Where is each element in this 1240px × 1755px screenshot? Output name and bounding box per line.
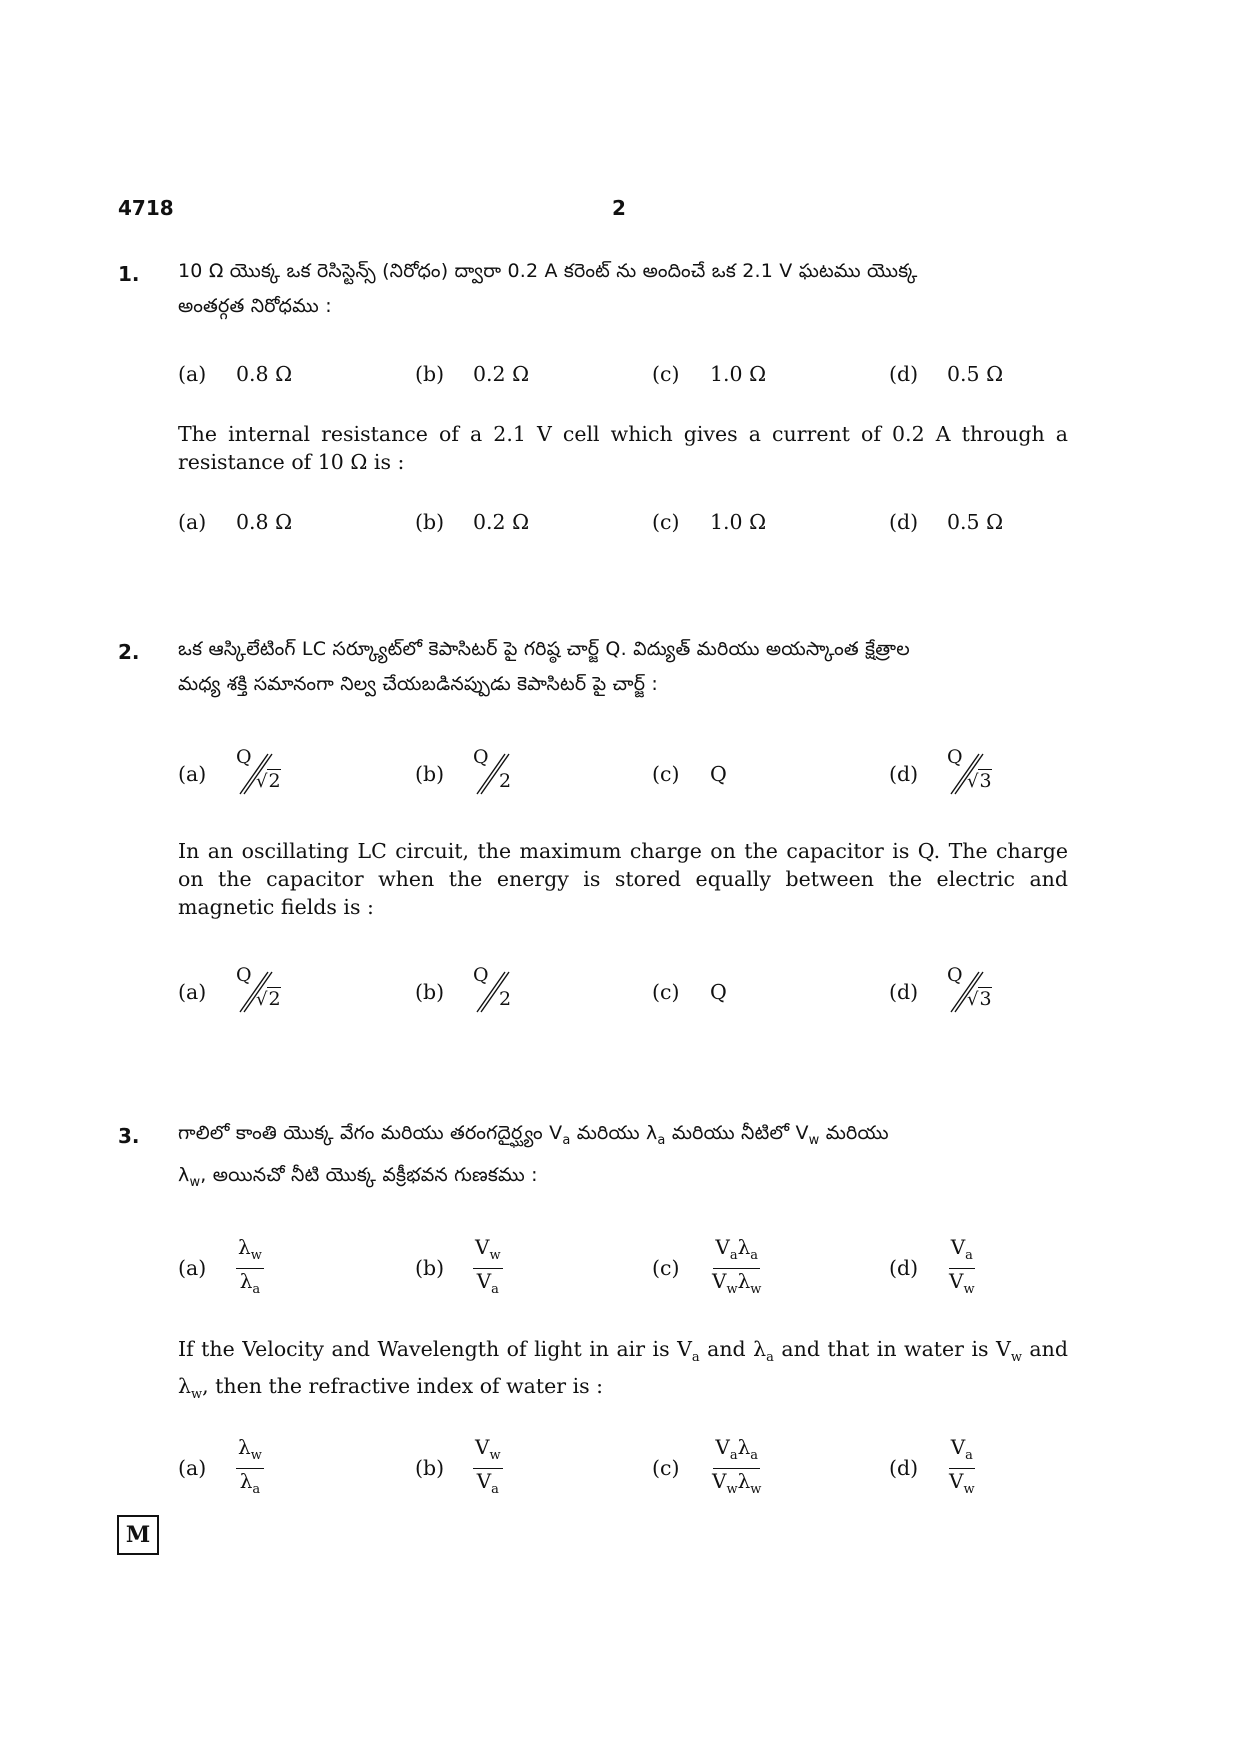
option-b[interactable]: (b) $\frac{V_w}{V_a}$ <box>415 1438 503 1498</box>
option-a[interactable]: (a) Q √2 <box>178 962 294 1022</box>
paper-code: 4718 <box>118 196 174 220</box>
fraction-q-over-root-3: Q √3 <box>947 746 1005 802</box>
medium-mark-box: M <box>117 1515 159 1555</box>
fraction-lambda-w-over-lambda-a: $\frac{\lambda_w}{\lambda_a}$ <box>238 1434 262 1497</box>
fraction-va-lambda-a-over-vw-lambda-w: $\frac{V_a\lambda_a}{V_w\lambda_w}$ <box>712 1434 762 1497</box>
option-c[interactable]: (c) 1.0 Ω <box>652 510 767 534</box>
option-d[interactable]: (d) Q √3 <box>889 744 1005 804</box>
question-1-telugu-line-1: 10 Ω యొక్క ఒక రెసిస్టెన్స్ (నిరోధం) ద్వారా 0.2 A కరెంట్ ను అందించే ఒక 2.1 V ఘటము యొక్క <box>178 260 918 282</box>
option-d[interactable]: (d) 0.5 Ω <box>889 510 1004 534</box>
option-d[interactable]: (d) Q √3 <box>889 962 1005 1022</box>
option-a[interactable]: (a) $\frac{\lambda_w}{\lambda_a}$ <box>178 1238 264 1298</box>
fraction-vw-over-va: $\frac{V_w}{V_a}$ <box>475 1434 501 1497</box>
question-2-english: In an oscillating LC circuit, the maximum charge on the capacitor is Q. The charge on the capacitor when the energy is stored equally between the electric and magnetic fields is : <box>178 839 1068 919</box>
option-b[interactable]: (b) Q 2 <box>415 962 531 1022</box>
question-3-english: If the Velocity and Wavelength of light in air is $V_a$ and $\lambda_a$ and that in water is $V_w$ and $\lambda_w$, then the refractive index of water is : <box>178 1337 1068 1402</box>
fraction-va-lambda-a-over-vw-lambda-w: $\frac{V_a\lambda_a}{V_w\lambda_w}$ <box>712 1234 762 1297</box>
fraction-va-over-vw: $\frac{V_a}{V_w}$ <box>949 1234 975 1297</box>
fraction-q-over-root-2: Q √2 <box>236 964 294 1020</box>
question-2-telugu-line-1: ఒక ఆస్కిలేటింగ్ LC సర్క్యూట్‌లో కెపాసిటర్ పై గరిష్ఠ చార్జ్ Q. విద్యుత్ మరియు అయస్కాంత క్షేత్రాల <box>178 638 910 660</box>
option-c[interactable]: (c) $\frac{V_a\lambda_a}{V_w\lambda_w}$ <box>652 1238 763 1298</box>
option-a[interactable]: (a) 0.8 Ω <box>178 362 293 386</box>
question-2-number: 2. <box>118 640 140 664</box>
question-3-telugu: గాలిలో కాంతి యొక్క వేగం మరియు తరంగదైర్ఘ్యం $V_a$ మరియు $\lambda_a$ మరియు నీటిలో $V_w$ మరియు $\lambda_w$, అయినచో నీటి యొక్క వక్రీభవన గుణకము : <box>178 1122 889 1190</box>
option-a[interactable]: (a) Q √2 <box>178 744 294 804</box>
question-3-options-english <box>178 1434 1058 1498</box>
option-b[interactable]: (b) 0.2 Ω <box>415 510 530 534</box>
option-d[interactable]: (d) 0.5 Ω <box>889 362 1004 386</box>
fraction-va-over-vw: $\frac{V_a}{V_w}$ <box>949 1434 975 1497</box>
question-1-options-telugu <box>178 344 1058 404</box>
fraction-vw-over-va: $\frac{V_w}{V_a}$ <box>475 1234 501 1297</box>
option-c[interactable]: (c) $\frac{V_a\lambda_a}{V_w\lambda_w}$ <box>652 1438 763 1498</box>
question-2-telugu-line-2: మధ్య శక్తి సమానంగా నిల్వ చేయబడినప్పుడు కెపాసిటర్ పై చార్జ్ : <box>178 673 659 695</box>
option-a[interactable]: (a) $\frac{\lambda_w}{\lambda_a}$ <box>178 1438 264 1498</box>
question-2-options-telugu <box>178 744 1058 804</box>
question-1-number: 1. <box>118 262 140 286</box>
option-d[interactable]: (d) $\frac{V_a}{V_w}$ <box>889 1438 977 1498</box>
question-3-number: 3. <box>118 1124 140 1148</box>
option-d[interactable]: (d) $\frac{V_a}{V_w}$ <box>889 1238 977 1298</box>
fraction-q-over-2: Q 2 <box>473 746 531 802</box>
option-b[interactable]: (b) Q 2 <box>415 744 531 804</box>
fraction-q-over-2: Q 2 <box>473 964 531 1020</box>
option-c[interactable]: (c) Q <box>652 980 727 1004</box>
question-1-english: The internal resistance of a 2.1 V cell which gives a current of 0.2 A through a resistance of 10 Ω is : <box>178 422 1068 474</box>
question-1-options-english <box>178 492 1058 552</box>
question-1-telugu <box>178 254 1068 324</box>
fraction-q-over-root-2: Q √2 <box>236 746 294 802</box>
option-b[interactable]: (b) 0.2 Ω <box>415 362 530 386</box>
option-c[interactable]: (c) Q <box>652 762 727 786</box>
fraction-lambda-w-over-lambda-a: $\frac{\lambda_w}{\lambda_a}$ <box>238 1234 262 1297</box>
question-2-telugu <box>178 632 1068 702</box>
question-3-options-telugu <box>178 1234 1058 1298</box>
question-1-telugu-line-2: అంతర్గత నిరోధము : <box>178 295 332 317</box>
page-number: 2 <box>612 196 626 220</box>
fraction-q-over-root-3: Q √3 <box>947 964 1005 1020</box>
option-b[interactable]: (b) $\frac{V_w}{V_a}$ <box>415 1238 503 1298</box>
question-2-options-english <box>178 962 1058 1022</box>
option-a[interactable]: (a) 0.8 Ω <box>178 510 293 534</box>
option-c[interactable]: (c) 1.0 Ω <box>652 362 767 386</box>
